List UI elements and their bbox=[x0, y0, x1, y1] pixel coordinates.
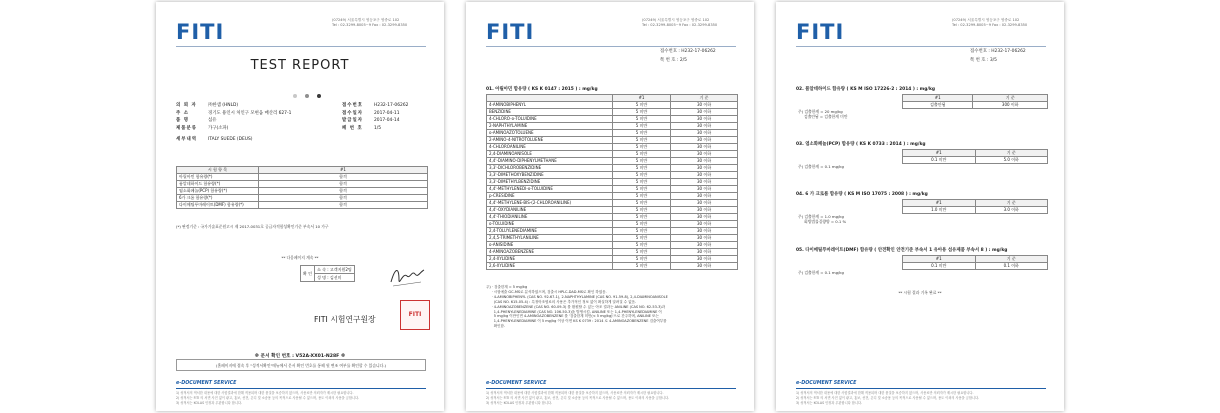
address-block: (07249) 서울특별시 영등포구 영중로 102 Tel : 02-3299-8005~9 Fax : 02-3299-8350 bbox=[952, 18, 1028, 27]
sign-name: 성 명 : 김선미 bbox=[315, 274, 355, 282]
header-divider bbox=[796, 46, 1046, 47]
note-line: · 시험예출 GC-MS로 분석하였으며, 검출시 HPLC-DAD-MS로 확인 하였음. bbox=[486, 289, 607, 294]
substance-name: p-CRESIDINE bbox=[487, 193, 613, 200]
client-info bbox=[176, 102, 341, 144]
section-result-table: #1 기 준 검출안됨 300 이하 bbox=[902, 94, 1048, 109]
fiti-logo: FITI bbox=[796, 20, 845, 44]
title-dots bbox=[293, 83, 324, 102]
table-row: 0.1 미만 5.0 이하 bbox=[903, 157, 1048, 164]
product-row: 품 명 섬유 bbox=[176, 118, 217, 124]
note-line: 1,4-PHENYLENEDIAMINE (CAS NO. 106-50-3)을 발생시킴. ANILINE 또는 1,4-PHENYLENEDIAMINE 이 bbox=[486, 309, 662, 314]
note-line: 1,4-PHENYLENEDIAMINE 이 5 mg/kg 이상 이면 KS K 0739 : 2014 로 4-AMINOAZOBENZENE 검출여부를 bbox=[486, 319, 667, 324]
table-row bbox=[487, 235, 738, 242]
end-of-results: ** 시험 결과 기록 완료 ** bbox=[898, 290, 942, 295]
substance-name: 4,4'-DIAMINO-DIPHENYLMETHANE bbox=[487, 158, 613, 165]
section-title: 04. 6 가 크로롬 함유량 ( KS M ISO 17075 : 2008 ) : mg/kg bbox=[796, 192, 928, 197]
table-row bbox=[487, 151, 738, 158]
header-divider bbox=[176, 46, 426, 47]
note-line: · 4-AMINOBIPHENYL (CAS NO. 92-67-1), 2-NAPHTHYLAMINE (CAS NO. 91-59-8), 2,4-DIAMINOANISOLE bbox=[486, 294, 668, 299]
sample-result: 5 미만 bbox=[613, 214, 671, 221]
note-line: (CAS NO. 615-05-4) : 특정아조염료의 사용은 추가적인 정보 없이 확실하게 알려질 수 없음. bbox=[486, 299, 637, 304]
document-confirm-box: (홈페이지에 접속 후 "성적서확인"메뉴에서 문서 확인 번호를 통해 원 변조 여부를 확인할 수 있습니다.) bbox=[176, 359, 426, 371]
report-title: TEST REPORT bbox=[250, 58, 350, 73]
table-row bbox=[487, 207, 738, 214]
footer-notes: 1) 성적서의 역서한 내용에 대한 사항결과에 한해 적용되며 대한 품질을 보증하지 않으며, 사용료만 의뢰자가 제시한 필요합니다. 2) 성적서는 FITI 의 서면 사전 없이 광고, 홍보, 선전, 온디 및 소송용 등의 목적으로 사용될 수 없으며, 용도 이외의 사용을 금합니다. 3) 성적서는 KOLAS 인정과 무관합니다 합니다. bbox=[176, 391, 360, 405]
note-line: 5 mg/kg 이만인면 4-AMINOAZOBENZENE 를 '검출한계 미만(< 5 mg/kg)'으로 간주하며, ANILINE 또는 bbox=[486, 314, 659, 319]
limit-value: 30 이하 bbox=[671, 263, 738, 270]
sample-result: 5 미만 bbox=[613, 179, 671, 186]
table-row bbox=[487, 221, 738, 228]
section-title-arylamine: 01. 아릴아민 함유량 ( KS K 0147 : 2015 ) : mg/kg bbox=[486, 87, 598, 92]
table-row bbox=[487, 263, 738, 270]
section-result-table: #1 기 준 0.1 미만 0.1 이하 bbox=[902, 255, 1048, 270]
substance-name: 3,3'-DIMETHYLBENZIDINE bbox=[487, 179, 613, 186]
table-row bbox=[487, 109, 738, 116]
report-page-2 bbox=[466, 2, 754, 411]
sample-result: 5 미만 bbox=[613, 242, 671, 249]
limit-value: 30 이하 bbox=[671, 123, 738, 130]
substance-name: o-TOLUIDINE bbox=[487, 221, 613, 228]
substance-name: 4,4'-OXYDIANILINE bbox=[487, 207, 613, 214]
contact-line: Tel : 02-3299-8005~9 Fax : 02-3299-8350 bbox=[332, 23, 408, 27]
receipt-no: 접수번호 : H232-17-06262 bbox=[660, 49, 716, 54]
limit-value: 30 이하 bbox=[671, 172, 738, 179]
table-row bbox=[487, 200, 738, 207]
confirm-sign-box bbox=[300, 265, 355, 282]
limit-value: 30 이하 bbox=[671, 221, 738, 228]
limit-value: 30 이하 bbox=[671, 102, 738, 109]
table-row bbox=[487, 186, 738, 193]
substance-name: 3,3'-DIMETHOXYBENZIDINE bbox=[487, 172, 613, 179]
table-row bbox=[487, 137, 738, 144]
sample-result: 5 미만 bbox=[613, 263, 671, 270]
detail-row: 세부내역 ITALY SUEDE (DEUS) bbox=[176, 137, 253, 143]
substance-name: 2-NAPHTHYLAMINE bbox=[487, 123, 613, 130]
receipt-info bbox=[342, 102, 432, 132]
limit-value: 30 이하 bbox=[671, 249, 738, 256]
sample-result: 5 미만 bbox=[613, 151, 671, 158]
fiti-logo: FITI bbox=[486, 20, 535, 44]
substance-name: 2,4-DIAMINOANISOLE bbox=[487, 151, 613, 158]
limit-value: 30 이하 bbox=[671, 109, 738, 116]
table-row bbox=[487, 249, 738, 256]
limit-value: 30 이하 bbox=[671, 235, 738, 242]
limit-value: 30 이하 bbox=[671, 242, 738, 249]
limit-value: 30 이하 bbox=[671, 144, 738, 151]
report-page-3 bbox=[776, 2, 1064, 411]
category-row: 제품분류 가구(소파) bbox=[176, 125, 229, 131]
table-row bbox=[487, 144, 738, 151]
table-row: 폼알데하이드 함유량(*) 합격 bbox=[177, 181, 428, 188]
section-notes: 주) 검출한계 = 1.0 mg/kg 회방법률질량양 = 0.1 % bbox=[798, 214, 847, 225]
limit-value: 30 이하 bbox=[671, 214, 738, 221]
arylamine-table bbox=[486, 94, 738, 270]
section-result-table: #1 기 준 1.0 미만 3.0 이하 bbox=[902, 199, 1048, 214]
substance-name: 2,6-XYLIDINE bbox=[487, 263, 613, 270]
sample-result: 5 미만 bbox=[613, 249, 671, 256]
substance-name: BENZIDINE bbox=[487, 109, 613, 116]
lab-director-name: FITI 시험연구원장 bbox=[314, 315, 376, 324]
official-seal: FITI bbox=[400, 300, 430, 330]
dot-dark bbox=[317, 94, 321, 98]
substance-name: 4-AMINOAZOBENZENE bbox=[487, 249, 613, 256]
footer-divider bbox=[486, 388, 736, 389]
limit-value: 30 이하 bbox=[671, 179, 738, 186]
sample-result: 5 미만 bbox=[613, 102, 671, 109]
next-page-note: ** 다음페이지 계속 ** bbox=[281, 255, 319, 260]
signature-mark bbox=[387, 262, 427, 292]
fiti-logo: FITI bbox=[176, 20, 225, 44]
sample-result: 5 미만 bbox=[613, 172, 671, 179]
arylamine-header-row: #1 기 준 bbox=[487, 95, 738, 102]
note-line: 확인함. bbox=[486, 324, 506, 329]
report-page-1 bbox=[156, 2, 444, 411]
limit-value: 30 이하 bbox=[671, 137, 738, 144]
section-notes: 주) 검출한계 = 20 mg/kg 검출안됨 = 검출한계 미만 bbox=[798, 109, 848, 120]
substance-name: o-ANISIDINE bbox=[487, 242, 613, 249]
e-document-service-label: e-DOCUMENT SERVICE bbox=[796, 381, 857, 386]
substance-name: 4-CHLORO-o-TOLUIDINE bbox=[487, 116, 613, 123]
substance-name: 4,4'-THIODIANILINE bbox=[487, 214, 613, 221]
sample-result: 5 미만 bbox=[613, 193, 671, 200]
sample-result: 5 미만 bbox=[613, 130, 671, 137]
page-header-info bbox=[660, 48, 716, 65]
table-row bbox=[487, 214, 738, 221]
table-row bbox=[487, 102, 738, 109]
page-no: 쪽 번 호 : 3/5 bbox=[970, 57, 997, 63]
sample-result: 5 미만 bbox=[613, 200, 671, 207]
sample-result: 5 미만 bbox=[613, 228, 671, 235]
substance-name: 3,3'-DICHLOROBENZIDINE bbox=[487, 165, 613, 172]
criteria-note: (*) 판정기준 : 국가기술표준원고시 제 2017-0031호 공급자적합성확인기준 부속서 10 가구 bbox=[176, 224, 329, 229]
sample-result: 5 미만 bbox=[613, 116, 671, 123]
limit-value: 30 이하 bbox=[671, 186, 738, 193]
sample-result: 5 미만 bbox=[613, 123, 671, 130]
substance-name: 4,4'-METHYLENEDI-o-TOLUIDINE bbox=[487, 186, 613, 193]
limit-value: 30 이하 bbox=[671, 256, 738, 263]
sample-result: 5 미만 bbox=[613, 165, 671, 172]
table-row: 0.1 미만 0.1 이하 bbox=[903, 263, 1048, 270]
receipt-date-row: 접수일자 2017-04-11 bbox=[342, 110, 400, 116]
summary-header-row bbox=[177, 167, 428, 174]
section-title: 03. 염소화페놀(PCP) 함유량 ( KS K 0733 : 2014 ) : mg/kg bbox=[796, 142, 926, 147]
document-confirm-title: ※ 문서 확인 번호 : V52A-XX01-N28F ※ bbox=[254, 354, 346, 359]
table-row: 6가 크롬 함유량(*) 합격 bbox=[177, 195, 428, 202]
section-title: 02. 폼알데하이드 함유량 ( KS M ISO 17226-2 : 2014 ) : mg/kg bbox=[796, 87, 936, 92]
limit-value: 30 이하 bbox=[671, 165, 738, 172]
table-row: 아릴아민 함유량(*) 합격 bbox=[177, 174, 428, 181]
client-row: 의 뢰 자 ㈜한샘 (HNLD) bbox=[176, 103, 239, 108]
note-line: · 4-AMINOAZOBENZENE (CAS NO. 60-09-3) 를 환원할 수 있는 아조 결과는 ANILINE (CAS NO. 62-53-3)과 bbox=[486, 304, 666, 309]
substance-name: 4-AMINOBIPHENYL bbox=[487, 102, 613, 109]
sample-result: 5 미만 bbox=[613, 207, 671, 214]
limit-value: 30 이하 bbox=[671, 116, 738, 123]
receipt-no-row: 접수번호 H232-17-06262 bbox=[342, 103, 409, 108]
page-no: 쪽 번 호 : 2/5 bbox=[660, 57, 687, 63]
table-row: 염소화페놀(PCP) 함유량(*) 합격 bbox=[177, 188, 428, 195]
receipt-no: 접수번호 : H232-17-06262 bbox=[970, 49, 1026, 54]
table-row: 1.0 미만 3.0 이하 bbox=[903, 207, 1048, 214]
substance-name: 2-AMINO-4-NITROTOLUENE bbox=[487, 137, 613, 144]
section-title: 05. 다이메틸푸마레이트(DMF) 함유량 ( 안전확인 안전기준 부속서 1 유아용 섬유제품 부속서 8 ) : mg/kg bbox=[796, 248, 1008, 253]
sample-result: 5 미만 bbox=[613, 137, 671, 144]
e-document-service-label: e-DOCUMENT SERVICE bbox=[176, 381, 237, 386]
substance-name: o-AMINOAZOTOLUENE bbox=[487, 130, 613, 137]
substance-name: 4,4'-METHYLENE-BIS-(2-CHLOROANILINE) bbox=[487, 200, 613, 207]
table-row bbox=[487, 116, 738, 123]
limit-value: 30 이하 bbox=[671, 158, 738, 165]
footer-divider bbox=[796, 388, 1046, 389]
limit-value: 30 이하 bbox=[671, 130, 738, 137]
summary-table bbox=[176, 166, 428, 209]
dot-mid bbox=[305, 94, 309, 98]
limit-value: 30 이하 bbox=[671, 151, 738, 158]
sign-group-label: 확 인 bbox=[301, 266, 315, 282]
section-notes: 주) 검출한계 = 0.1 mg/kg bbox=[798, 164, 844, 169]
issue-date-row: 발급일자 2017-04-14 bbox=[342, 118, 400, 124]
table-row bbox=[487, 165, 738, 172]
substance-name: 4-CHLOROANILINE bbox=[487, 144, 613, 151]
table-row bbox=[487, 193, 738, 200]
footer-notes: 1) 성적서의 역서한 내용에 대한 사항결과에 한해 적용되며 대한 품질을 보증하지 않으며, 사용료만 의뢰자가 제시한 필요합니다. 2) 성적서는 FITI 의 서면 사전 없이 광고, 홍보, 선전, 온디 및 소송용 등의 목적으로 사용될 수 없으며, 용도 이외의 사용을 금합니다. 3) 성적서는 KOLAS 인정과 무관합니다 합니다. bbox=[796, 391, 980, 405]
sample-result: 5 미만 bbox=[613, 221, 671, 228]
limit-value: 30 이하 bbox=[671, 207, 738, 214]
table-row: 다이메틸푸마레이트(DMF) 함유량(*) 합격 bbox=[177, 202, 428, 209]
table-row bbox=[487, 130, 738, 137]
footer-divider bbox=[176, 388, 426, 389]
page-no-row: 페 번 호 1/5 bbox=[342, 125, 382, 131]
substance-name: 2,4-TOLUYLENEDIAMINE bbox=[487, 228, 613, 235]
sample-result: 5 미만 bbox=[613, 186, 671, 193]
e-document-service-label: e-DOCUMENT SERVICE bbox=[486, 381, 547, 386]
note-line: 주) · 검출한계 = 5 mg/kg bbox=[486, 285, 528, 289]
sample-result: 5 미만 bbox=[613, 158, 671, 165]
header-sample: #1 bbox=[259, 167, 428, 174]
arylamine-notes bbox=[486, 285, 741, 329]
table-row bbox=[487, 228, 738, 235]
substance-name: 2,4,5-TRIMETHYLANILINE bbox=[487, 235, 613, 242]
table-row bbox=[487, 123, 738, 130]
table-row: 검출안됨 300 이하 bbox=[903, 102, 1048, 109]
address-row: 주 소 경기도 용인시 처인구 모현읍 매산리 627-1 bbox=[176, 110, 292, 116]
dot-light bbox=[293, 94, 297, 98]
address-block bbox=[332, 18, 432, 28]
limit-value: 30 이하 bbox=[671, 228, 738, 235]
substance-name: 2,4-XYLIDINE bbox=[487, 256, 613, 263]
table-row bbox=[487, 158, 738, 165]
table-row bbox=[487, 242, 738, 249]
limit-value: 30 이하 bbox=[671, 200, 738, 207]
sample-result: 5 미만 bbox=[613, 256, 671, 263]
table-row bbox=[487, 172, 738, 179]
table-row bbox=[487, 179, 738, 186]
sample-result: 5 미만 bbox=[613, 235, 671, 242]
sample-result: 5 미만 bbox=[613, 109, 671, 116]
sign-dept: 소 속 : 고객지원2팀 bbox=[315, 266, 355, 274]
footer-notes: 1) 성적서의 역서한 내용에 대한 사항결과에 한해 적용되며 대한 품질을 보증하지 않으며, 사용료만 의뢰자가 제시한 필요합니다. 2) 성적서는 FITI 의 서면 사전 없이 광고, 홍보, 선전, 온디 및 소송용 등의 목적으로 사용될 수 없으며, 용도 이외의 사용을 금합니다. 3) 성적서는 KOLAS 인정과 무관합니다 합니다. bbox=[486, 391, 670, 405]
limit-value: 30 이하 bbox=[671, 193, 738, 200]
page-header-info bbox=[970, 48, 1026, 65]
address-block: (07249) 서울특별시 영등포구 영중로 102 Tel : 02-3299-8005~9 Fax : 02-3299-8350 bbox=[642, 18, 718, 27]
header-item: 시 험 항 목 bbox=[177, 167, 259, 174]
address-line: (07249) 서울특별시 영등포구 영중로 102 bbox=[332, 18, 400, 22]
sample-result: 5 미만 bbox=[613, 144, 671, 151]
section-notes: 주) 검출한계 = 0.1 mg/kg bbox=[798, 270, 844, 275]
table-row bbox=[487, 256, 738, 263]
section-result-table: #1 기 준 0.1 미만 5.0 이하 bbox=[902, 149, 1048, 164]
